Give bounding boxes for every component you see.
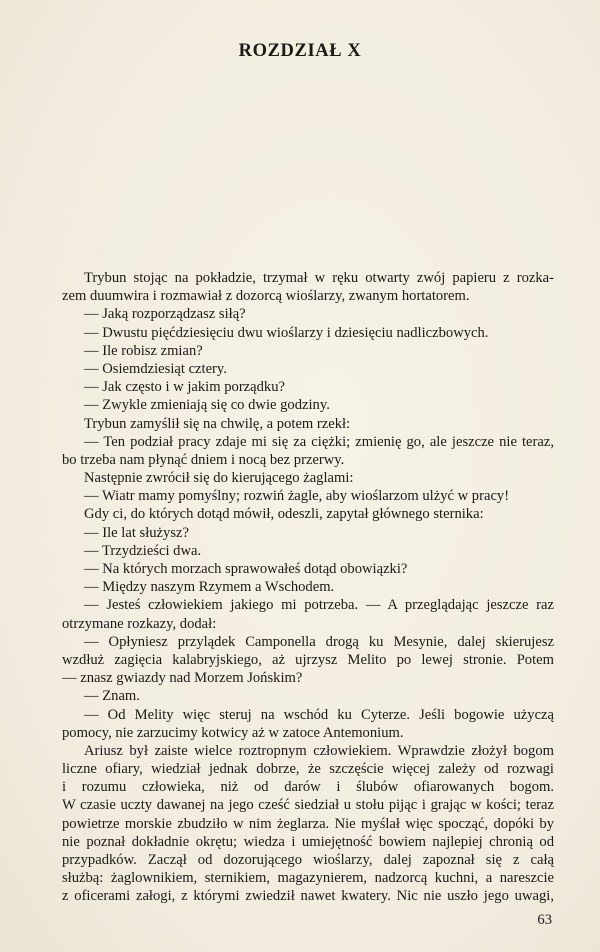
text-line: powietrze morskie zbudziło w nim żeglarza. Nie myślał więc spocząć, dopóki by xyxy=(62,815,554,832)
text-line: — Jak często i w jakim porządku? xyxy=(84,379,286,396)
text-line: — Ten podział pracy zdaje mi się za ciężki; zmienię go, ale jeszcze nie teraz, xyxy=(84,433,554,450)
text-line: — Trzydzieści dwa. xyxy=(84,542,202,559)
text-line: Trybun stojąc na pokładzie, trzymał w ręku otwarty zwój papieru z rozka- xyxy=(84,270,554,286)
text-line: — Opłyniesz przylądek Camponella drogą ku Mesynie, dalej skierujesz xyxy=(84,633,554,650)
text-line: Ariusz był zaiste wielce roztropnym człowiekiem. Wprawdzie złożył bogom xyxy=(84,742,554,759)
chapter-title: ROZDZIAŁ X xyxy=(238,41,362,61)
text-line: Następnie zwrócił się do kierującego żaglami: xyxy=(84,470,354,487)
text-line: bo trzeba nam płynąć dniem i nocą bez przerwy. xyxy=(62,451,345,468)
text-line: — Dwustu pięćdziesięciu dwu wioślarzy i dziesięciu nadliczbowych. xyxy=(84,324,489,341)
text-line: — Jesteś człowiekiem jakiego mi potrzeba. — A przeglądając jeszcze raz xyxy=(84,597,554,614)
text-line: — Między naszym Rzymem a Wschodem. xyxy=(84,579,335,596)
text-line: pomocy, nie zarzucimy kotwicy aż w zatoce Antemonium. xyxy=(62,724,404,741)
body-text xyxy=(62,269,554,906)
text-line: — Zwykle zmieniają się co dwie godziny. xyxy=(84,397,330,414)
text-line: i rozumu człowieka, niż od darów i ślubów ofiarowanych bogom. xyxy=(62,779,554,796)
text-line: — Osiemdziesiąt cztery. xyxy=(84,360,227,377)
page-number: 63 xyxy=(537,912,552,928)
text-line: — Wiatr mamy pomyślny; rozwiń żagle, aby wioślarzom ulżyć w pracy! xyxy=(84,488,510,505)
text-line: przypadków. Zaczął od dozorującego wioślarzy, dalej zapoznał się z całą xyxy=(62,852,554,868)
text-line: Gdy ci, do których dotąd mówił, odeszli, zapytał głównego sternika: xyxy=(84,506,484,523)
text-line: nie poznał dokładnie okrętu; wiedza i umiejętność bowiem najlepiej chronią od xyxy=(62,833,554,850)
text-line: W czasie uczty dawanej na jego cześć siedział u stołu pijąc i grając w kości; teraz xyxy=(62,797,554,814)
text-line: — Jaką rozporządzasz siłą? xyxy=(84,306,246,323)
text-line: liczne ofiary, wiedział jednak dobrze, że szczęście więcej zależy od rozwagi xyxy=(62,761,554,778)
text-line: służbą: żaglownikiem, sternikiem, magazynierem, nadzorcą kuchni, a nareszcie xyxy=(62,870,554,887)
text-line: — Od Melity więc steruj na wschód ku Cyterze. Jeśli bogowie użyczą xyxy=(84,706,554,723)
text-line: Trybun zamyślił się na chwilę, a potem rzekł: xyxy=(84,415,351,432)
text-line: — Znam. xyxy=(84,688,140,705)
text-line: zem duumwira i rozmawiał z dozorcą wioślarzy, zwanym hortatorem. xyxy=(62,288,470,305)
text-line: — znasz gwiazdy nad Morzem Jońskim? xyxy=(62,670,303,687)
text-line: — Ile lat służysz? xyxy=(84,524,189,541)
text-line: — Na których morzach sprawowałeś dotąd obowiązki? xyxy=(84,561,408,577)
text-line: z oficerami załogi, z którymi zwiedził nawet kwatery. Nic nie uszło jego uwagi, xyxy=(62,888,554,905)
text-line: wzdłuż zagięcia kalabryjskiego, aż ujrzysz Melito po lewej stronie. Potem xyxy=(62,651,554,668)
text-line: — Ile robisz zmian? xyxy=(84,342,203,359)
text-line: otrzymane rozkazy, dodał: xyxy=(62,615,217,632)
